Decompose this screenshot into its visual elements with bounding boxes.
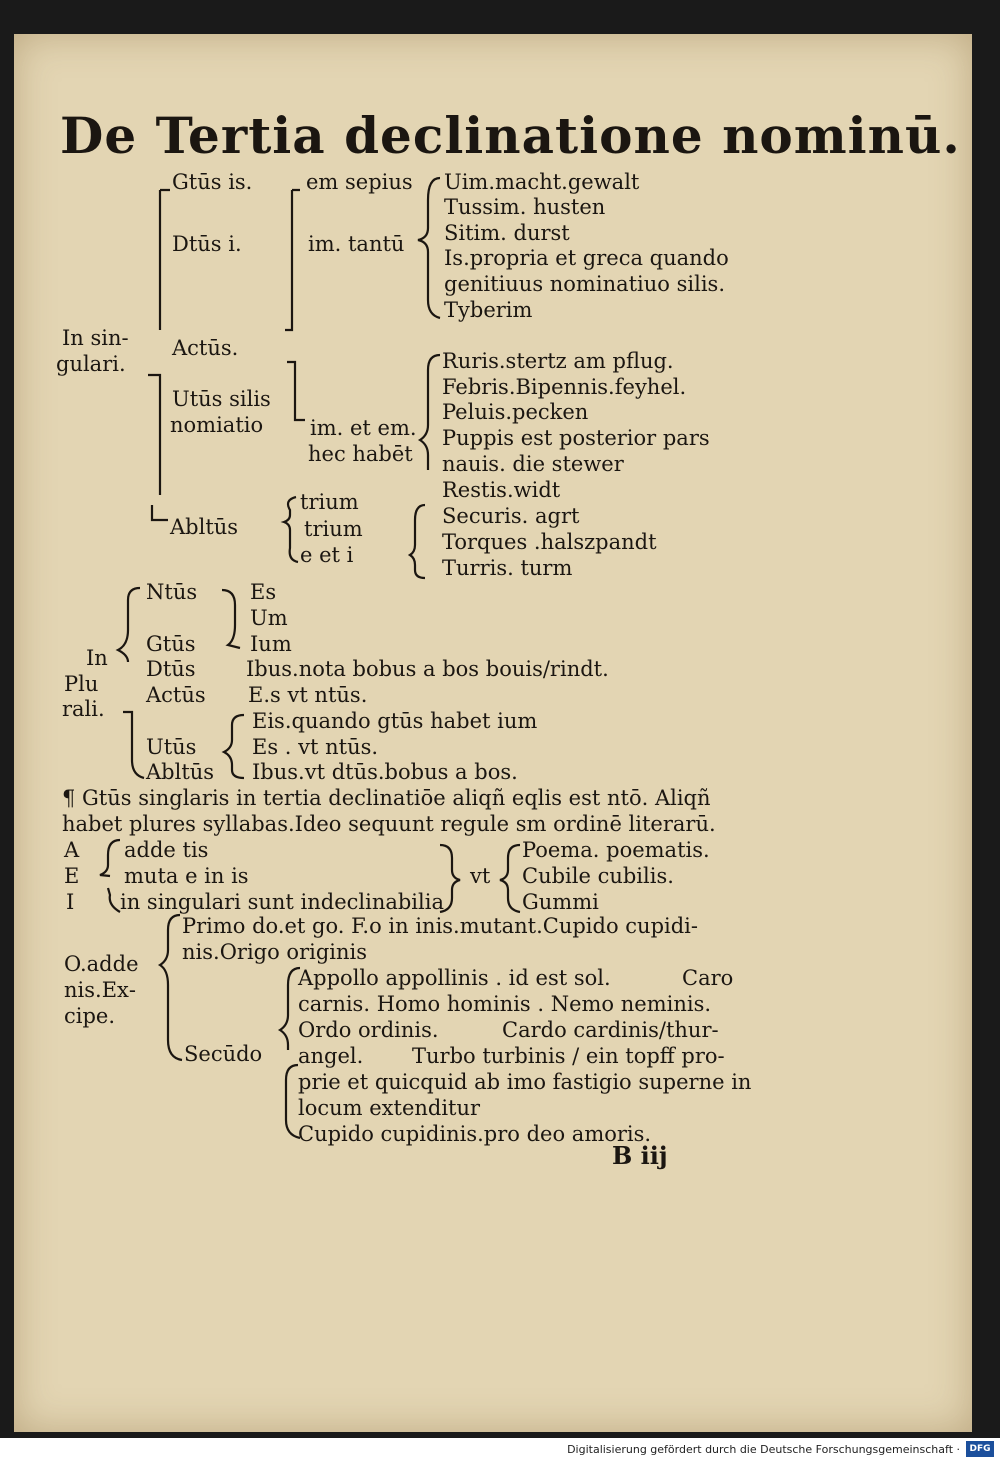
o-rule-item: angel. xyxy=(298,1044,364,1068)
rule-example: Gummi xyxy=(522,890,599,914)
list2-item: Puppis est posterior pars xyxy=(442,426,710,450)
singular-acc: Actūs. xyxy=(172,336,239,360)
plural-label-line3: rali. xyxy=(62,697,105,721)
footer-credit: Digitalisierung gefördert durch die Deutsche Forschungsgemeinschaft · xyxy=(567,1443,960,1456)
list1-item: Uim.macht.gewalt xyxy=(444,170,640,194)
abl-ending: trium xyxy=(304,517,363,541)
im-et-em: im. et em. xyxy=(310,416,417,440)
list2-item: Turris. turm xyxy=(442,556,573,580)
singular-voc-2: nomiatio xyxy=(170,413,264,437)
list2-item: Torques .halszpandt xyxy=(442,530,657,554)
singular-voc: Utūs silis xyxy=(172,387,271,411)
rule-line2: habet plures syllabas.Ideo sequunt regule sm ordinē literarū. xyxy=(62,812,716,836)
list1-item: genitiuus nominatiuo silis. xyxy=(444,272,725,296)
plural-dat: Dtūs xyxy=(146,657,196,681)
hec-habet: hec habēt xyxy=(308,442,413,466)
plural-label-line2: Plu xyxy=(64,672,99,696)
singular-label-line2: gulari. xyxy=(56,352,126,376)
plural-nom: Ntūs xyxy=(146,580,198,604)
plural-end-es: Es xyxy=(250,580,277,604)
rule-letter: A xyxy=(64,838,80,862)
abl-ending: e et i xyxy=(300,543,354,567)
plural-label-line1: In xyxy=(86,646,108,670)
page-title: De Tertia declinatione nominū. xyxy=(60,106,961,165)
list2-item: Peluis.pecken xyxy=(442,400,589,424)
plural-end-um: Um xyxy=(250,606,288,630)
o-rule-item: locum extenditur xyxy=(298,1096,481,1120)
singular-gen: Gtūs is. xyxy=(172,170,253,194)
o-rule-label-line3: cipe. xyxy=(64,1004,116,1028)
plural-acc: Actūs xyxy=(146,683,206,707)
abl-ending: trium xyxy=(300,490,359,514)
o-rule-item: Cupido cupidinis.pro deo amoris. xyxy=(298,1122,652,1146)
o-rule-turbo: Turbo turbinis / ein topff pro‑ xyxy=(412,1044,725,1068)
list1-item: Sitim. durst xyxy=(444,221,570,245)
o-rule-item: carnis. Homo hominis . Nemo neminis. xyxy=(298,992,712,1016)
singular-abl: Abltūs xyxy=(170,515,239,539)
plural-list-item: Ibus.vt dtūs.bobus a bos. xyxy=(252,760,518,784)
o-rule-primo-line2: nis.Origo originis xyxy=(182,940,368,964)
plural-voc: Utūs xyxy=(146,735,197,759)
rule-example: Poema. poematis. xyxy=(522,838,710,862)
rule-example: Cubile cubilis. xyxy=(522,864,674,888)
o-rule-primo-line1: Primo do.et go. F.o in inis.mutant.Cupido cupidi‑ xyxy=(182,914,698,938)
signature-mark: B iij xyxy=(612,1141,668,1170)
im-tantum: im. tantū xyxy=(308,232,405,256)
plural-end-ium: Ium xyxy=(250,632,292,656)
list1-item: Tyberim xyxy=(444,298,533,322)
em-sepius: em sepius xyxy=(306,170,413,194)
list1-item: Tussim. husten xyxy=(444,195,606,219)
o-rule-item: Appollo appollinis . id est sol. xyxy=(298,966,611,990)
plural-dat-text: Ibus.nota bobus a bos bouis/rindt. xyxy=(246,657,609,681)
plural-gen: Gtūs xyxy=(146,632,196,656)
plural-list-item: Es . vt ntūs. xyxy=(252,735,379,759)
list2-item: Restis.widt xyxy=(442,478,561,502)
plural-acc-text: E.s vt ntūs. xyxy=(248,683,368,707)
o-rule-item: Ordo ordinis. xyxy=(298,1018,439,1042)
singular-dat: Dtūs i. xyxy=(172,232,242,256)
rule-action: muta e in is xyxy=(124,864,249,888)
o-rule-item: prie et quicquid ab imo fastigio superne in xyxy=(298,1070,752,1094)
rule-action: in singulari sunt indeclinabilia xyxy=(120,890,444,914)
o-rule-label-line2: nis.Ex‑ xyxy=(64,978,136,1002)
plural-list-item: Eis.quando gtūs habet ium xyxy=(252,709,538,733)
o-rule-caro: Caro xyxy=(682,966,734,990)
list1-item: Is.propria et greca quando xyxy=(444,246,729,270)
plural-abl: Abltūs xyxy=(146,760,215,784)
footer-bar xyxy=(0,1438,1000,1463)
o-rule-label-line1: O.adde xyxy=(64,952,139,976)
list2-item: Securis. agrt xyxy=(442,504,580,528)
rule-letter: I xyxy=(66,890,75,914)
singular-label-line1: In sin‑ xyxy=(62,326,129,350)
list2-item: nauis. die stewer xyxy=(442,452,624,476)
rule-letter: E xyxy=(64,864,80,888)
rule-line1: ¶ Gtūs singlaris in tertia declinatiōe aliqñ eqlis est ntō. Aliqñ xyxy=(62,786,711,810)
o-rule-secundo: Secūdo xyxy=(184,1042,263,1066)
dfg-logo: DFG xyxy=(966,1441,994,1457)
rule-vt: vt xyxy=(470,864,491,888)
list2-item: Ruris.stertz am pflug. xyxy=(442,349,674,373)
rule-action: adde tis xyxy=(124,838,209,862)
o-rule-cardo: Cardo cardinis/thur‑ xyxy=(502,1018,719,1042)
list2-item: Febris.Bipennis.feyhel. xyxy=(442,375,687,399)
